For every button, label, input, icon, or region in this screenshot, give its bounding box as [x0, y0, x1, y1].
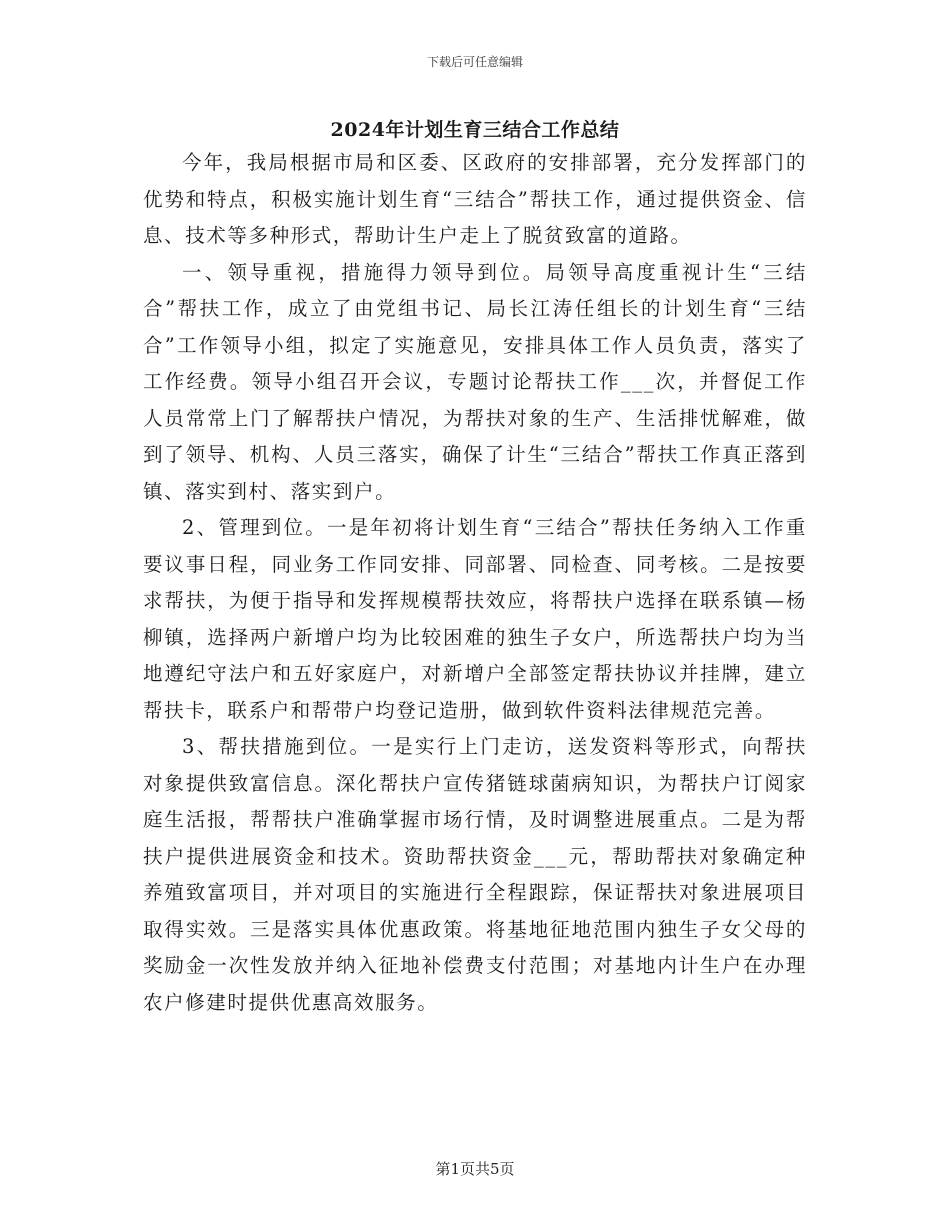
document-title: 2024年计划生育三结合工作总结 — [330, 119, 620, 141]
paragraph-leadership: 一、领导重视，措施得力领导到位。局领导高度重视计生“三结合”帮扶工作，成立了由党组书记、局长江涛任组长的计划生育“三结合”工作领导小组，拟定了实施意见，安排具体工作人员负责，落实了工作经费。领导小组召开会议，专题讨论帮扶工作___次，并督促工作人员常常上门了解帮扶户情况，为帮扶对象的生产、生活排忧解难，做到了领导、机构、人员三落实，确保了计生“三结合”帮扶工作真正落到镇、落实到村、落实到户。 — [143, 260, 807, 503]
page-number: 第1页共5页 — [435, 1160, 515, 1178]
paragraph-intro: 今年，我局根据市局和区委、区政府的安排部署，充分发挥部门的优势和特点，积极实施计划生育“三结合”帮扶工作，通过提供资金、信息、技术等多种形式，帮助计生户走上了脱贫致富的道路。 — [143, 151, 807, 247]
paragraph-measures: 3、帮扶措施到位。一是实行上门走访，送发资料等形式，向帮扶对象提供致富信息。深化帮扶户宣传猪链球菌病知识，为帮扶户订阅家庭生活报，帮帮扶户准确掌握市场行情，及时调整进展重点。二是为帮扶户提供进展资金和技术。资助帮扶资金___元，帮助帮扶对象确定种养殖致富项目，并对项目的实施进行全程跟踪，保证帮扶对象进展项目取得实效。三是落实具体优惠政策。将基地征地范围内独生子女父母的奖励金一次性发放并纳入征地补偿费支付范围；对基地内计生户在办理农户修建时提供优惠高效服务。 — [143, 735, 807, 1014]
header-note: 下载后可任意编辑 — [426, 55, 523, 69]
document-body — [143, 145, 807, 1021]
paragraph-management: 2、管理到位。一是年初将计划生育“三结合”帮扶任务纳入工作重要议事日程，同业务工作同安排、同部署、同检查、同考核。二是按要求帮扶，为便于指导和发挥规模帮扶效应，将帮扶户选择在联系镇—杨柳镇，选择两户新增户均为比较困难的独生子女户，所选帮扶户均为当地遵纪守法户和五好家庭户，对新增户全部签定帮扶协议并挂牌，建立帮扶卡，联系户和帮带户均登记造册，做到软件资料法律规范完善。 — [143, 516, 807, 722]
